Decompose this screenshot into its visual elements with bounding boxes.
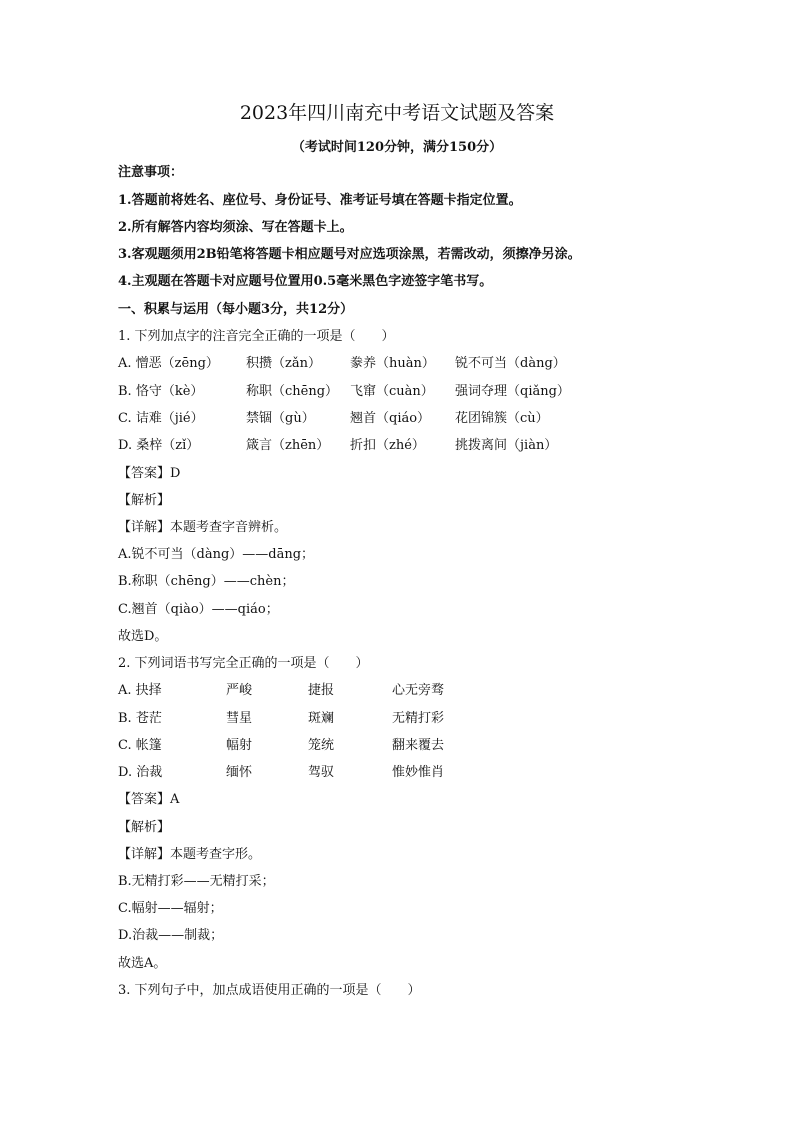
option-item: 无精打彩 bbox=[392, 711, 445, 726]
option-item: A. 抉择 bbox=[118, 683, 162, 698]
question-3-stem: 3. 下列句子中，加点成语使用正确的一项是（ ） bbox=[118, 983, 421, 998]
question-1-analysis-label: 【解析】 bbox=[118, 493, 171, 508]
question-2-option-c bbox=[118, 737, 718, 755]
question-1-option-a bbox=[118, 355, 718, 373]
question-1-detail: 【详解】本题考查字音辨析。 bbox=[118, 520, 288, 535]
question-2-explain-c: C.幅射——辐射； bbox=[118, 901, 223, 916]
section-heading: 一、积累与运用（每小题3分，共12分） bbox=[118, 302, 354, 317]
option-item: 翘首（qiáo） bbox=[350, 411, 431, 426]
question-2-explain-b: B.无精打彩——无精打采； bbox=[118, 874, 275, 889]
notice-item-1: 1.答题前将姓名、座位号、身份证号、准考证号填在答题卡指定位置。 bbox=[118, 193, 522, 208]
option-item: 强词夺理（qiǎng） bbox=[455, 384, 570, 399]
question-2-option-b bbox=[118, 710, 718, 728]
option-item: 惟妙惟肖 bbox=[392, 765, 445, 780]
question-1-explain-c: C.翘首（qiào）——qiáo； bbox=[118, 602, 279, 617]
question-2-answer: 【答案】A bbox=[118, 792, 180, 807]
question-1-explain-a: A.锐不可当（dàng）——dāng； bbox=[118, 547, 315, 562]
page-title: 2023年四川南充中考语文试题及答案 bbox=[239, 102, 555, 124]
question-1-conclusion: 故选D。 bbox=[118, 629, 168, 644]
question-2-conclusion: 故选A。 bbox=[118, 956, 167, 971]
option-item: 捷报 bbox=[308, 683, 335, 698]
question-2-option-a bbox=[118, 682, 718, 700]
option-item: 豢养（huàn） bbox=[350, 356, 435, 371]
option-item: B. 恪守（kè） bbox=[118, 384, 204, 399]
option-item: 斑斓 bbox=[308, 711, 335, 726]
question-1-explain-b: B.称职（chēng）——chèn； bbox=[118, 574, 295, 589]
option-item: B. 苍茫 bbox=[118, 711, 162, 726]
option-item: 缅怀 bbox=[226, 765, 253, 780]
notice-item-2: 2.所有解答内容均须涂、写在答题卡上。 bbox=[118, 220, 353, 235]
question-2-detail: 【详解】本题考查字形。 bbox=[118, 847, 262, 862]
option-item: 幅射 bbox=[226, 738, 253, 753]
question-1-option-b bbox=[118, 383, 718, 401]
option-item: 积攒（zǎn） bbox=[246, 356, 321, 371]
option-item: 飞窜（cuàn） bbox=[350, 384, 434, 399]
notice-item-4: 4.主观题在答题卡对应题号位置用0.5毫米黑色字迹签字笔书写。 bbox=[118, 274, 493, 289]
question-2-stem: 2. 下列词语书写完全正确的一项是（ ） bbox=[118, 656, 369, 671]
option-item: 称职（chēng） bbox=[246, 384, 339, 399]
option-item: C. 帐篷 bbox=[118, 738, 162, 753]
option-item: 翻来覆去 bbox=[392, 738, 445, 753]
option-item: 笼统 bbox=[308, 738, 335, 753]
option-item: 挑拨离间（jiàn） bbox=[455, 438, 558, 453]
notice-item-3: 3.客观题须用2B铅笔将答题卡相应题号对应选项涂黑，若需改动，须擦净另涂。 bbox=[118, 247, 581, 262]
notice-heading: 注意事项： bbox=[118, 165, 184, 180]
option-item: D. 桑梓（zǐ） bbox=[118, 438, 200, 453]
option-item: 禁锢（gù） bbox=[246, 411, 315, 426]
option-item: 驾驭 bbox=[308, 765, 335, 780]
exam-info: （考试时间120分钟，满分150分） bbox=[291, 140, 503, 155]
question-1-option-c bbox=[118, 410, 718, 428]
question-2-explain-d: D.治裁——制裁； bbox=[118, 928, 224, 943]
question-1-option-d bbox=[118, 437, 718, 455]
option-item: 心无旁骛 bbox=[392, 683, 445, 698]
option-item: 彗星 bbox=[226, 711, 253, 726]
question-2-analysis-label: 【解析】 bbox=[118, 820, 171, 835]
option-item: 折扣（zhé） bbox=[350, 438, 425, 453]
option-item: A. 憎恶（zēng） bbox=[118, 356, 219, 371]
option-item: 花团锦簇（cù） bbox=[455, 411, 549, 426]
option-item: D. 治裁 bbox=[118, 765, 163, 780]
option-item: 箴言（zhēn） bbox=[246, 438, 330, 453]
question-1-answer: 【答案】D bbox=[118, 466, 181, 481]
option-item: C. 诘难（jié） bbox=[118, 411, 204, 426]
question-2-option-d bbox=[118, 764, 718, 782]
option-item: 锐不可当（dàng） bbox=[455, 356, 566, 371]
option-item: 严峻 bbox=[226, 683, 253, 698]
question-1-stem: 1. 下列加点字的注音完全正确的一项是（ ） bbox=[118, 329, 395, 344]
